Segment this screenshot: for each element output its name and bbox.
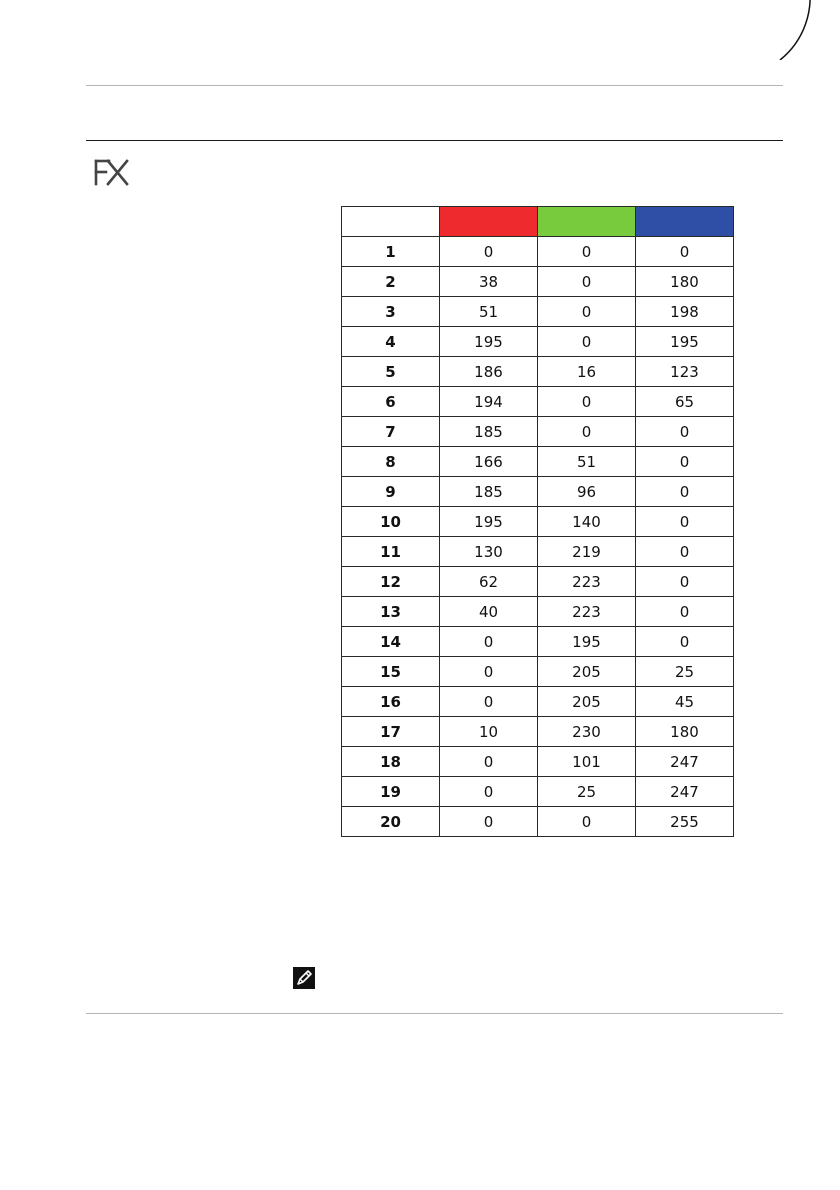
green-value-cell: 25 [538, 777, 636, 807]
header-green-swatch [538, 207, 636, 237]
green-value-cell: 223 [538, 567, 636, 597]
blue-value-cell: 0 [636, 507, 734, 537]
header-rule [86, 85, 783, 86]
row-index-cell: 19 [342, 777, 440, 807]
row-index-cell: 15 [342, 657, 440, 687]
green-value-cell: 0 [538, 237, 636, 267]
red-value-cell: 10 [440, 717, 538, 747]
red-value-cell: 51 [440, 297, 538, 327]
red-value-cell: 195 [440, 507, 538, 537]
row-index-cell: 8 [342, 447, 440, 477]
green-value-cell: 195 [538, 627, 636, 657]
blue-value-cell: 180 [636, 267, 734, 297]
row-index-cell: 1 [342, 237, 440, 267]
row-index-cell: 13 [342, 597, 440, 627]
green-value-cell: 0 [538, 267, 636, 297]
table-row [342, 807, 734, 837]
blue-value-cell: 198 [636, 297, 734, 327]
header-index-cell [342, 207, 440, 237]
table-row [342, 537, 734, 567]
red-value-cell: 194 [440, 387, 538, 417]
row-index-cell: 12 [342, 567, 440, 597]
green-value-cell: 101 [538, 747, 636, 777]
table-row [342, 327, 734, 357]
green-value-cell: 0 [538, 807, 636, 837]
red-value-cell: 0 [440, 627, 538, 657]
blue-value-cell: 247 [636, 747, 734, 777]
blue-value-cell: 65 [636, 387, 734, 417]
table-row [342, 417, 734, 447]
table-body [342, 237, 734, 837]
row-index-cell: 11 [342, 537, 440, 567]
red-value-cell: 0 [440, 747, 538, 777]
red-value-cell: 130 [440, 537, 538, 567]
blue-value-cell: 0 [636, 447, 734, 477]
table-row [342, 747, 734, 777]
green-value-cell: 219 [538, 537, 636, 567]
red-value-cell: 0 [440, 687, 538, 717]
green-value-cell: 0 [538, 417, 636, 447]
blue-value-cell: 0 [636, 537, 734, 567]
row-index-cell: 4 [342, 327, 440, 357]
table-row [342, 387, 734, 417]
red-value-cell: 166 [440, 447, 538, 477]
row-index-cell: 3 [342, 297, 440, 327]
blue-value-cell: 123 [636, 357, 734, 387]
table-row [342, 507, 734, 537]
green-value-cell: 0 [538, 327, 636, 357]
row-index-cell: 5 [342, 357, 440, 387]
row-index-cell: 20 [342, 807, 440, 837]
blue-value-cell: 255 [636, 807, 734, 837]
page-corner-arc [700, 0, 840, 60]
table-row [342, 267, 734, 297]
table-header-row [342, 207, 734, 237]
blue-value-cell: 0 [636, 237, 734, 267]
blue-value-cell: 180 [636, 717, 734, 747]
row-index-cell: 2 [342, 267, 440, 297]
red-value-cell: 38 [440, 267, 538, 297]
table-row [342, 237, 734, 267]
red-value-cell: 185 [440, 477, 538, 507]
red-value-cell: 0 [440, 237, 538, 267]
red-value-cell: 62 [440, 567, 538, 597]
red-value-cell: 0 [440, 777, 538, 807]
fx-icon [93, 158, 131, 186]
row-index-cell: 17 [342, 717, 440, 747]
table-row [342, 477, 734, 507]
blue-value-cell: 0 [636, 417, 734, 447]
table-row [342, 567, 734, 597]
green-value-cell: 0 [538, 387, 636, 417]
blue-value-cell: 45 [636, 687, 734, 717]
red-value-cell: 40 [440, 597, 538, 627]
green-value-cell: 16 [538, 357, 636, 387]
green-value-cell: 140 [538, 507, 636, 537]
blue-value-cell: 195 [636, 327, 734, 357]
green-value-cell: 223 [538, 597, 636, 627]
green-value-cell: 205 [538, 657, 636, 687]
row-index-cell: 16 [342, 687, 440, 717]
table-row [342, 357, 734, 387]
green-value-cell: 0 [538, 297, 636, 327]
blue-value-cell: 0 [636, 477, 734, 507]
red-value-cell: 0 [440, 657, 538, 687]
green-value-cell: 51 [538, 447, 636, 477]
row-index-cell: 6 [342, 387, 440, 417]
table-row [342, 597, 734, 627]
header-red-swatch [440, 207, 538, 237]
table-row [342, 447, 734, 477]
section-rule [86, 140, 783, 141]
red-value-cell: 186 [440, 357, 538, 387]
green-value-cell: 96 [538, 477, 636, 507]
blue-value-cell: 25 [636, 657, 734, 687]
red-value-cell: 0 [440, 807, 538, 837]
table-row [342, 657, 734, 687]
green-value-cell: 205 [538, 687, 636, 717]
header-blue-swatch [636, 207, 734, 237]
blue-value-cell: 0 [636, 567, 734, 597]
blue-value-cell: 247 [636, 777, 734, 807]
green-value-cell: 230 [538, 717, 636, 747]
pencil-note-icon [292, 966, 316, 990]
color-value-table [341, 206, 734, 837]
row-index-cell: 10 [342, 507, 440, 537]
blue-value-cell: 0 [636, 627, 734, 657]
table-row [342, 717, 734, 747]
row-index-cell: 9 [342, 477, 440, 507]
row-index-cell: 7 [342, 417, 440, 447]
table-row [342, 297, 734, 327]
red-value-cell: 185 [440, 417, 538, 447]
row-index-cell: 18 [342, 747, 440, 777]
row-index-cell: 14 [342, 627, 440, 657]
table-row [342, 777, 734, 807]
table-row [342, 687, 734, 717]
blue-value-cell: 0 [636, 597, 734, 627]
red-value-cell: 195 [440, 327, 538, 357]
table-row [342, 627, 734, 657]
footer-rule [86, 1013, 783, 1014]
